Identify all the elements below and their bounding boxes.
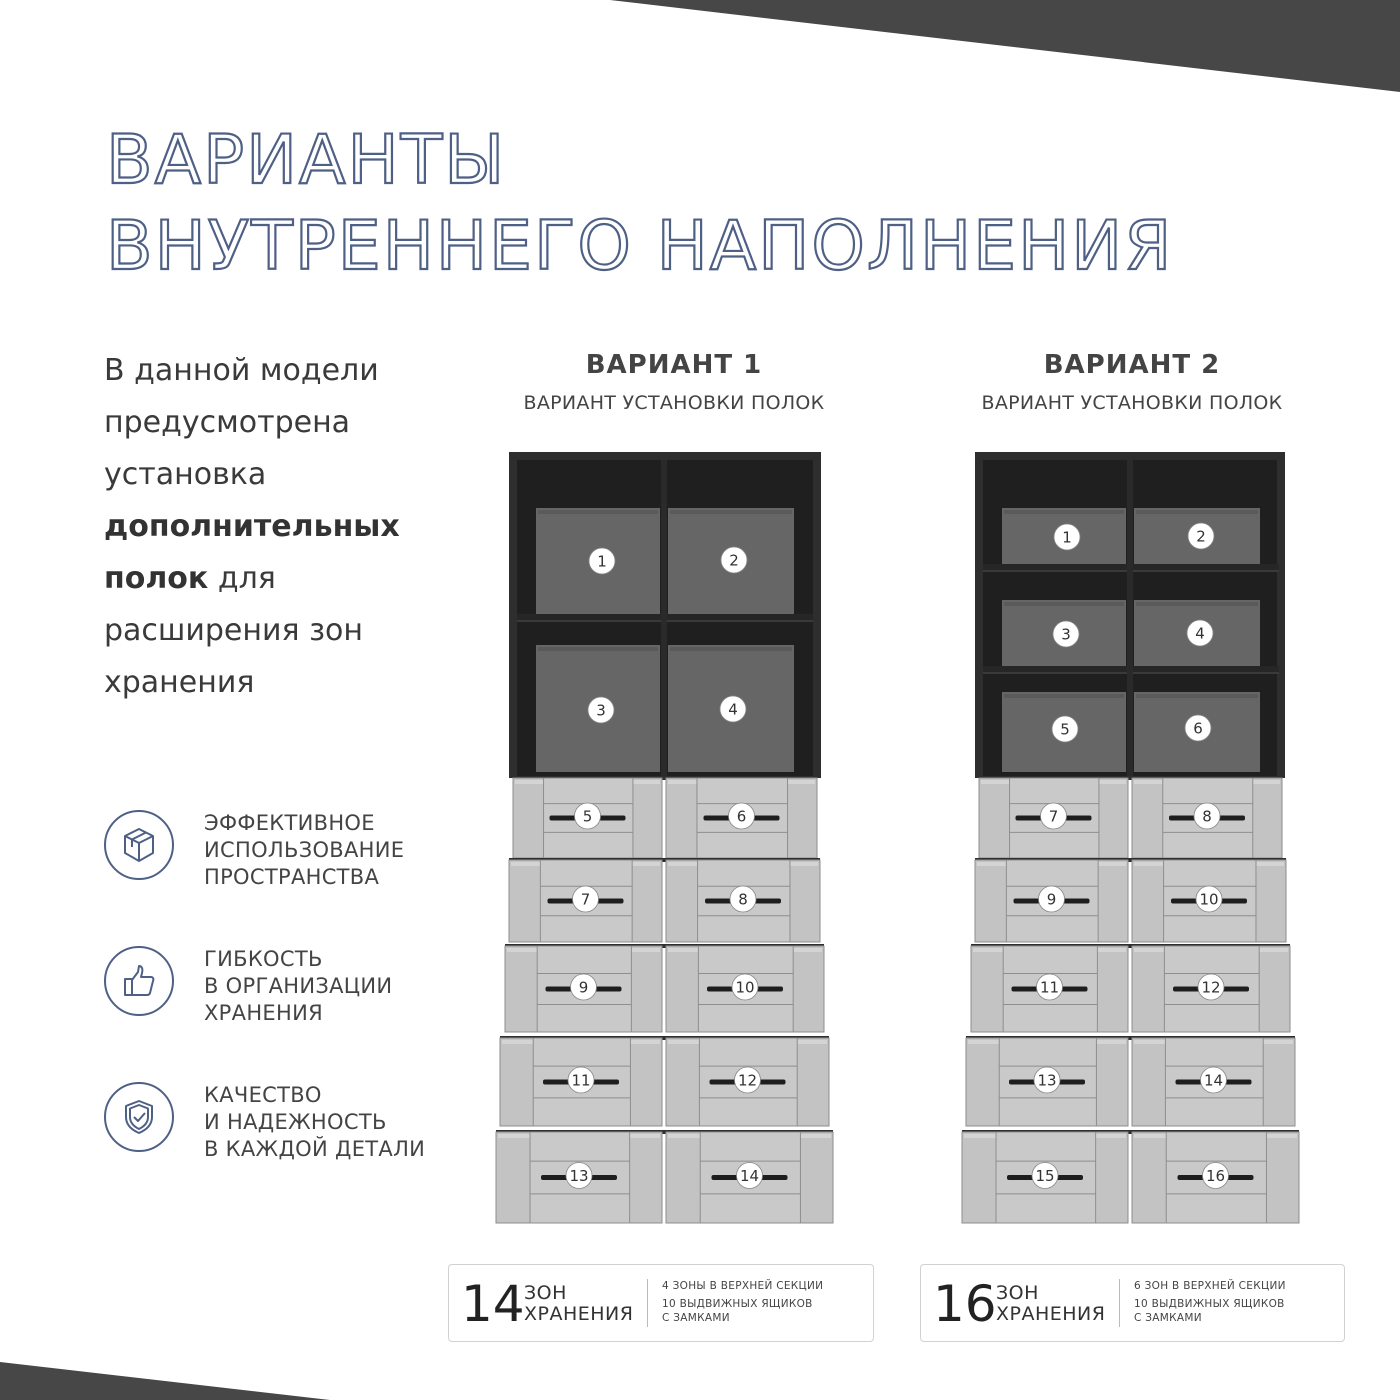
zone-badge-label: 3 [1061, 625, 1071, 644]
zone-badge-label: 1 [597, 552, 607, 571]
zones-note: 10 ВЫДВИЖНЫХ ЯЩИКОВ [662, 1298, 813, 1310]
zones-note: 4 ЗОНЫ В ВЕРХНЕЙ СЕКЦИИ [662, 1280, 824, 1292]
intro-text-end: для расширения зон хранения [104, 561, 363, 700]
intro-text-bold: дополнительных полок [104, 509, 400, 596]
zone-badge-label: 8 [1202, 807, 1212, 826]
page-title-line-1: ВАРИАНТЫ [106, 121, 507, 200]
zone-number-badge [1032, 1163, 1058, 1189]
zone-badge-label: 13 [1037, 1071, 1057, 1090]
zone-badge-label: 4 [728, 700, 738, 719]
feature-line: ПРОСТРАНСТВА [204, 865, 380, 889]
shelf-back-shadow [1136, 602, 1258, 606]
zone-badge-label: 14 [739, 1167, 760, 1185]
shelf-back-shadow [1004, 602, 1124, 606]
zone-badge-label: 11 [1039, 978, 1060, 997]
zone-badge-label: 8 [738, 890, 748, 909]
feature-line: КАЧЕСТВО [204, 1083, 322, 1107]
cabinet-divider [1127, 460, 1133, 778]
zone-badge-label: 10 [735, 978, 755, 997]
zone-number-badge [1052, 716, 1078, 742]
shelf-back-shadow [1136, 510, 1258, 514]
zone-badge-label: 12 [1201, 978, 1221, 997]
zones-note: 10 ВЫДВИЖНЫХ ЯЩИКОВ [1134, 1298, 1285, 1310]
zone-badge-label: 15 [1035, 1167, 1055, 1185]
zone-badge-label: 16 [1205, 1167, 1226, 1185]
zone-number-badge [1187, 620, 1213, 646]
zone-badge-label: 2 [1196, 527, 1206, 546]
zone-badge-label: 11 [571, 1071, 591, 1090]
zone-badge-label: 9 [1046, 890, 1057, 909]
variant-2-title: ВАРИАНТ 2 [1043, 350, 1221, 380]
variant-1-subtitle: ВАРИАНТ УСТАНОВКИ ПОЛОК [523, 392, 825, 414]
variant-2-subtitle: ВАРИАНТ УСТАНОВКИ ПОЛОК [981, 392, 1283, 414]
zone-number-badge [1196, 886, 1222, 912]
zone-number-badge [1054, 524, 1080, 550]
zones-unit-line: ЗОН [524, 1282, 567, 1304]
zone-badge-label: 2 [729, 551, 739, 570]
summary-divider [1119, 1279, 1120, 1327]
zone-badge-label: 1 [1062, 528, 1072, 547]
feature-line: И НАДЕЖНОСТЬ [204, 1110, 387, 1134]
zone-number-badge [1037, 974, 1063, 1000]
zone-badge-label: 6 [736, 807, 747, 826]
zone-badge-label: 4 [1195, 624, 1205, 643]
zone-badge-label: 5 [582, 807, 593, 826]
zone-badge-label: 7 [1048, 807, 1059, 826]
page-title-line-2: ВНУТРЕННЕГО НАПОЛНЕНИЯ [106, 207, 1174, 286]
zones-count: 16 [933, 1275, 997, 1333]
zones-unit-line: ЗОН [996, 1282, 1039, 1304]
feature-line: ЭФФЕКТИВНОЕ [204, 811, 375, 835]
zone-number-badge [1188, 523, 1214, 549]
zones-notes [1134, 1277, 1286, 1327]
shelf-back-shadow [1004, 510, 1124, 514]
zones-note: 6 ЗОН В ВЕРХНЕЙ СЕКЦИИ [1134, 1280, 1286, 1292]
zones-notes [662, 1277, 823, 1327]
variant-2-summary [920, 1264, 1345, 1342]
zone-badge-label: 14 [1203, 1071, 1224, 1090]
intro-text-start: В данной модели предусмотрена установка [104, 353, 379, 492]
zone-badge-label: 5 [1060, 720, 1070, 739]
zone-number-badge [1194, 803, 1220, 829]
zones-note: С ЗАМКАМИ [662, 1312, 730, 1324]
zone-badge-label: 6 [1193, 719, 1203, 738]
zones-unit [524, 1283, 633, 1325]
zone-badge-label: 9 [578, 978, 589, 997]
zone-number-badge [1185, 715, 1211, 741]
zone-badge-label: 10 [1199, 890, 1219, 909]
zones-unit-line: ХРАНЕНИЯ [524, 1303, 634, 1325]
zone-number-badge [1039, 886, 1065, 912]
zone-number-badge [1198, 974, 1224, 1000]
variant-1-summary [448, 1264, 874, 1342]
zone-badge-label: 13 [569, 1167, 589, 1185]
zone-number-badge [1034, 1067, 1060, 1093]
zones-note: С ЗАМКАМИ [1134, 1312, 1202, 1324]
shelf-back-shadow [1004, 694, 1124, 698]
summary-divider [647, 1279, 648, 1327]
variant-1-title: ВАРИАНТ 1 [585, 350, 763, 380]
zone-number-badge [1203, 1163, 1229, 1189]
feature-line: В КАЖДОЙ ДЕТАЛИ [204, 1137, 426, 1161]
feature-line: В ОРГАНИЗАЦИИ [204, 974, 393, 998]
zones-unit-line: ХРАНЕНИЯ [996, 1303, 1106, 1325]
zone-number-badge [1041, 803, 1067, 829]
zone-badge-label: 12 [737, 1071, 758, 1090]
feature-line: ИСПОЛЬЗОВАНИЕ [204, 838, 405, 862]
feature-line: ГИБКОСТЬ [204, 947, 323, 971]
zones-unit [996, 1283, 1105, 1325]
zone-badge-label: 3 [596, 701, 606, 720]
feature-line: ХРАНЕНИЯ [204, 1001, 323, 1025]
zones-count: 14 [461, 1275, 525, 1333]
shelf-back-shadow [1136, 694, 1258, 698]
zone-badge-label: 7 [580, 890, 591, 909]
zone-number-badge [1053, 621, 1079, 647]
zone-number-badge [1201, 1067, 1227, 1093]
